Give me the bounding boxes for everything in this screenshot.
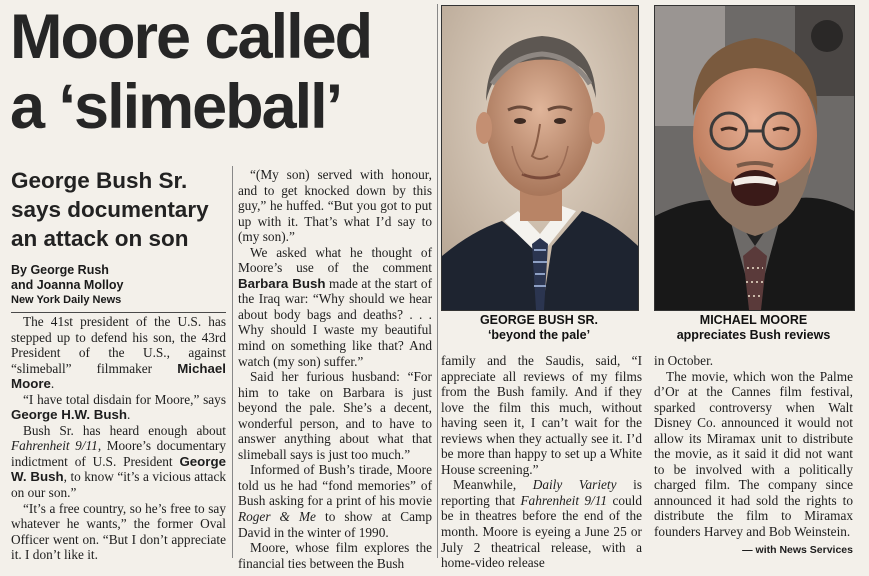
article-column-1 [11,314,226,563]
article-column-3 [441,353,642,571]
article-column-2 [238,167,432,571]
portrait-michael-moore-icon [655,6,854,310]
subheadline-line-3: an attack on son [11,226,189,251]
byline-line-2: and Joanna Molloy [11,278,124,292]
portrait-george-bush-sr-icon [442,6,638,310]
news-services-credit: — with News Services [742,543,853,556]
paragraph: We asked what he thought of Moore’s use of the comment Barbara Bush made at the start of the Iraq war: “Why should we hear about body bags and deaths? . . . Why should I waste my beautiful mind on something like that? And watch (my son) suffer.” [238,244,432,369]
byline-source: New York Daily News [11,294,122,306]
caption-quote: ‘beyond the pale’ [487,328,591,342]
paragraph: The 41st president of the U.S. has stepped up to defend his son, the 43rd President of the U.S., against “slimeball” filmmaker Michael Moore. [11,314,226,392]
paragraph: family and the Saudis, said, “I appreciate all reviews of my films from the Bush family. And if they love the film this much, without having seen it, I can’t wait for the reviews when they actually see it. I’d be more than happy to set up a White House screening.” [441,353,642,477]
article-column-4 [654,353,853,558]
paragraph: “It’s a free country, so he’s free to say whatever he wants,” the former Oval Officer went on. “But I don’t appreciate it. I don’t like it. [11,500,226,563]
paragraph: Moore, whose film explores the financial ties between the Bush [238,540,432,571]
byline-rule [11,312,226,313]
caption-name: GEORGE BUSH SR. [479,313,599,327]
paragraph: in October. [654,353,714,368]
photo-george-bush-sr [441,5,639,311]
caption-michael-moore [654,313,853,343]
byline-line-1: By George Rush [11,263,109,277]
paragraph: Informed of Bush’s tirade, Moore told us he had “fond memories” of Bush asking for a print of his movie Roger & Me to show at Camp David in the winter of 1990. [238,462,432,540]
byline [11,263,226,308]
subheadline [11,166,226,253]
headline-line-2: a ‘slimeball’ [10,72,342,142]
paragraph: “(My son) served with honour, and to get knocked down by this guy,” he huffed. “But you got to put up with it. That’s what I’d say to (my son).” [238,167,432,245]
caption-quote: appreciates Bush reviews [676,328,831,342]
paragraph: The movie, which won the Palme d’Or at the Cannes film festival, sparked controversy when Walt Disney Co. announced it would not allow its Miramax unit to distribute the movie, as it said it did not want to be involved with a politically charged film. The company since announced it had sold the rights to distribute the film to Miramax founders Harvey and Bob Weinstein. [654,368,853,540]
paragraph: Said her furious husband: “For him to take on Barbara is just beyond the pale. She’s a decent, wonderful person, and to have to answer anything about what that slimeball says is just too much.” [238,369,432,462]
photo-michael-moore [654,5,855,311]
paragraph: “I have total disdain for Moore,” says George H.W. Bush. [11,391,226,423]
paragraph: Bush Sr. has heard enough about Fahrenheit 9/11, Moore’s documentary indictment of U.S. President George W. Bush, to know “it’s a vicious attack on our son.” [11,422,227,501]
headline [10,2,435,142]
headline-line-1: Moore called [10,2,372,72]
column-rule [232,166,233,558]
caption-george-bush-sr [441,313,637,343]
subheadline-line-2: says documentary [11,197,209,222]
paragraph: Meanwhile, Daily Variety is reporting that Fahrenheit 9/11 could be in theatres before the end of the month. Moore is eyeing a June 25 or July 2 theatrical release, with a home-video release [441,477,642,571]
caption-name: MICHAEL MOORE [699,313,808,327]
subheadline-line-1: George Bush Sr. [11,168,188,193]
column-rule [437,4,438,558]
